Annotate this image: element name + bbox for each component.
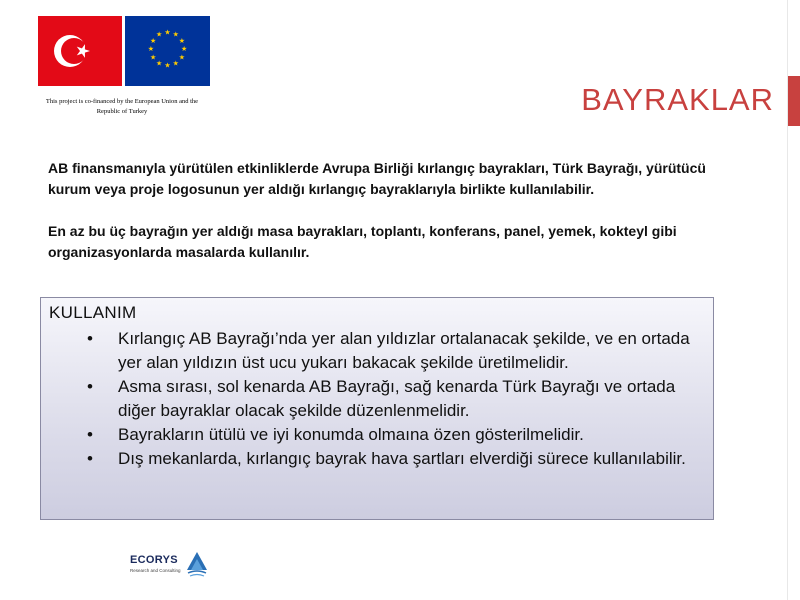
ecorys-logo <box>130 551 210 581</box>
usage-item-text: Bayrakların ütülü ve iyi konumda olmaına özen gösterilmelidir. <box>118 425 584 444</box>
svg-text:★: ★ <box>178 36 186 45</box>
usage-heading: KULLANIM <box>49 303 137 322</box>
svg-text:★: ★ <box>164 28 171 37</box>
svg-text:★: ★ <box>156 30 163 39</box>
usage-list <box>49 327 705 471</box>
svg-text:★: ★ <box>180 45 188 53</box>
svg-text:★: ★ <box>164 61 171 70</box>
intro-paragraph-2: En az bu üç bayrağın yer aldığı masa bayrakları, toplantı, konferans, panel, yemek, kokteyl gibi organizasyonlarda masalarda kullanılır. <box>48 223 677 260</box>
bullet-icon: • <box>87 425 93 444</box>
usage-box <box>40 297 714 520</box>
usage-item <box>49 423 705 447</box>
usage-item-text: Dış mekanlarda, kırlangıç bayrak hava şartları elverdiği sürece kullanılabilir. <box>118 449 686 468</box>
project-note-line1: This project is co-financed by the European Union and the <box>45 98 199 105</box>
project-cofinance-note <box>28 97 216 117</box>
svg-text:★: ★ <box>147 45 155 53</box>
eu-flag-icon <box>125 16 210 86</box>
ecorys-logo-name: ECORYS <box>130 554 178 566</box>
bullet-icon: • <box>87 329 93 348</box>
svg-text:★: ★ <box>172 30 179 39</box>
svg-text:★: ★ <box>149 53 157 62</box>
svg-text:★: ★ <box>149 36 157 45</box>
intro-paragraph-1: AB finansmanıyla yürütülen etkinliklerde Avrupa Birliği kırlangıç bayrakları, Türk Bayrağı, yürütücü kurum veya proje logosunun yer aldığı kırlangıç bayraklarıyla birlikte kullanılabilir. <box>48 160 706 197</box>
usage-item-text: Asma sırası, sol kenarda AB Bayrağı, sağ kenarda Türk Bayrağı ve ortada diğer bayraklar olacak şekilde düzenlenmelidir. <box>118 377 676 420</box>
turkish-flag-icon <box>38 16 122 86</box>
bullet-icon: • <box>87 377 93 396</box>
bullet-icon: • <box>87 449 93 468</box>
svg-text:★: ★ <box>172 59 179 68</box>
page-title: BAYRAKLAR <box>581 82 774 117</box>
usage-item <box>49 375 705 423</box>
flags-group <box>38 16 210 86</box>
usage-item <box>49 327 705 375</box>
usage-item-text: Kırlangıç AB Bayrağı’nda yer alan yıldızlar ortalanacak şekilde, ve en ortada yer alan yıldızın üst ucu yukarı bakacak şekilde üretilmelidir. <box>118 329 690 372</box>
usage-item <box>49 447 705 471</box>
project-note-line2: Republic of Turkey <box>96 108 148 115</box>
right-bar-accent <box>788 76 800 126</box>
ecorys-triangle-icon <box>186 551 208 579</box>
ecorys-logo-subtitle: Research and Consulting <box>130 568 181 573</box>
svg-text:★: ★ <box>178 53 186 62</box>
intro-text <box>48 158 728 263</box>
svg-text:★: ★ <box>156 59 163 68</box>
